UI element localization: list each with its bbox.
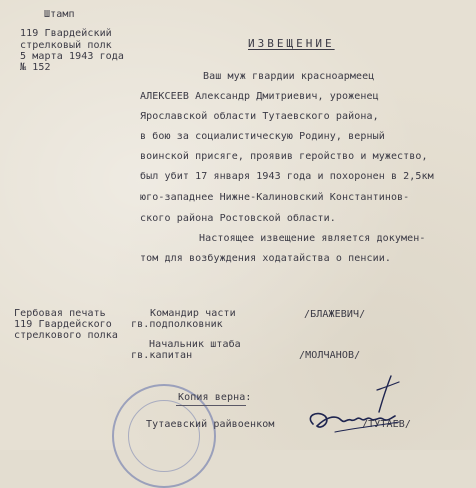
body-line-3: Ярославской области Тутаевского района, — [140, 111, 379, 122]
chief-rank: гв.капитан — [131, 350, 193, 361]
unit-line-1: 119 Гвардейский — [20, 28, 112, 39]
commander-name: /БЛАЖЕВИЧ/ — [304, 309, 366, 320]
body-line-9: Настоящее извещение является докумен- — [199, 233, 426, 244]
voenkom-name: /ТУТАЕВ/ — [362, 419, 411, 430]
body-line-5: воинской присяге, проявив геройство и мужество, — [140, 151, 428, 162]
body-line-4: в бою за социалистическую Родину, верный — [140, 131, 385, 142]
body-line-8: ского района Ростовской области. — [140, 213, 336, 224]
voenkom-label: Тутаевский райвоенком — [146, 419, 275, 430]
number-line: № 152 — [20, 62, 51, 73]
copy-underline — [176, 405, 246, 406]
signature-icon — [295, 372, 425, 442]
chief-title: Начальник штаба — [149, 339, 241, 350]
chief-name: /МОЛЧАНОВ/ — [299, 350, 361, 361]
copy-verified-label: Копия верна: — [178, 392, 252, 403]
seal-line-1: Гербовая печать — [14, 308, 106, 319]
date-line: 5 марта 1943 года — [20, 51, 125, 62]
commander-rank: гв.подполковник — [131, 319, 223, 330]
body-line-10: том для возбуждения ходатайства о пенсии. — [140, 253, 391, 264]
commander-title: Командир части — [150, 308, 236, 319]
seal-line-3: стрелкового полка — [14, 330, 119, 341]
body-line-7: юго-западнее Нижне-Калиновский Константинов- — [140, 192, 410, 203]
unit-line-2: стрелковый полк — [20, 40, 112, 51]
seal-line-2: 119 Гвардейского — [14, 319, 112, 330]
stamp-label: Штамп — [44, 9, 75, 20]
document-title: ИЗВЕЩЕНИЕ — [248, 37, 335, 50]
body-line-2: АЛЕКСЕЕВ Александр Дмитриевич, уроженец — [140, 91, 379, 102]
body-line-6: был убит 17 января 1943 года и похоронен в 2,5км — [140, 171, 434, 182]
body-line-1: Ваш муж гвардии красноармеец — [203, 71, 375, 82]
